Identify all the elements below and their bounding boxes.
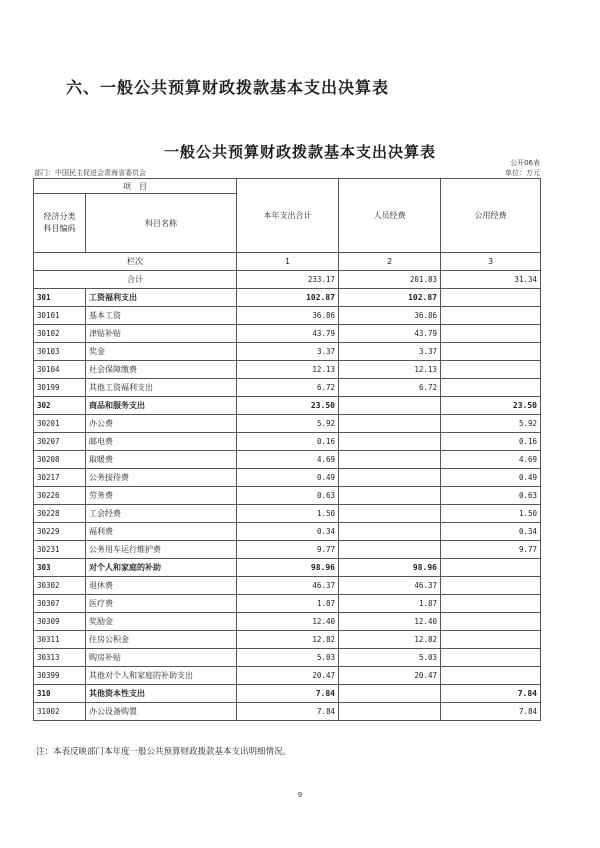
row-total: 43.79	[237, 325, 339, 343]
table-row	[34, 613, 541, 631]
footnote: 注：本表反映部门本年度一般公共预算财政拨款基本支出明细情况。	[36, 747, 292, 757]
row-total: 0.34	[237, 523, 339, 541]
row-code: 30307	[34, 595, 86, 613]
table-row	[34, 289, 541, 307]
table-row	[34, 343, 541, 361]
row-personnel: 6.72	[339, 379, 441, 397]
row-name: 购房补贴	[86, 649, 237, 667]
row-code: 30229	[34, 523, 86, 541]
row-public	[441, 631, 541, 649]
row-public: 1.50	[441, 505, 541, 523]
row-public: 0.49	[441, 469, 541, 487]
row-total: 0.63	[237, 487, 339, 505]
row-personnel: 46.37	[339, 577, 441, 595]
row-public: 0.34	[441, 523, 541, 541]
table-row	[34, 325, 541, 343]
row-public	[441, 559, 541, 577]
expenditure-table	[33, 178, 541, 721]
row-personnel	[339, 469, 441, 487]
row-name: 奖励金	[86, 613, 237, 631]
row-public: 9.77	[441, 541, 541, 559]
row-code: 30208	[34, 451, 86, 469]
row-name: 办公设备购置	[86, 703, 237, 721]
row-public	[441, 361, 541, 379]
header-item: 项 目	[34, 179, 237, 194]
row-total: 98.96	[237, 559, 339, 577]
table-row	[34, 703, 541, 721]
row-name: 工资福利支出	[86, 289, 237, 307]
row-name: 公务用车运行维护费	[86, 541, 237, 559]
row-total: 6.72	[237, 379, 339, 397]
header-personnel: 人员经费	[339, 179, 441, 253]
table-row	[34, 433, 541, 451]
row-total: 1.87	[237, 595, 339, 613]
row-personnel	[339, 523, 441, 541]
row-personnel	[339, 433, 441, 451]
department-label: 部门：中国民主促进会青海省委员会	[34, 169, 146, 177]
row-public	[441, 289, 541, 307]
unit-label: 单位：万元	[505, 169, 540, 177]
row-personnel	[339, 541, 441, 559]
page-number: 9	[297, 791, 303, 799]
row-personnel: 12.13	[339, 361, 441, 379]
row-code: 30399	[34, 667, 86, 685]
row-personnel: 20.47	[339, 667, 441, 685]
table-row	[34, 469, 541, 487]
row-code: 30228	[34, 505, 86, 523]
row-name: 商品和服务支出	[86, 397, 237, 415]
row-total: 36.86	[237, 307, 339, 325]
row-total: 3.37	[237, 343, 339, 361]
row-public: 7.84	[441, 703, 541, 721]
col-index-1: 1	[237, 253, 339, 271]
row-code: 310	[34, 685, 86, 703]
row-name: 其他工资福利支出	[86, 379, 237, 397]
row-personnel: 36.86	[339, 307, 441, 325]
row-total: 20.47	[237, 667, 339, 685]
row-total: 46.37	[237, 577, 339, 595]
row-personnel	[339, 703, 441, 721]
row-name: 取暖费	[86, 451, 237, 469]
row-total: 0.49	[237, 469, 339, 487]
row-personnel: 102.87	[339, 289, 441, 307]
row-name: 公务接待费	[86, 469, 237, 487]
row-total: 5.03	[237, 649, 339, 667]
row-total: 12.40	[237, 613, 339, 631]
row-code: 30231	[34, 541, 86, 559]
table-row	[34, 577, 541, 595]
header-econ-code: 经济分类 科目编码	[34, 194, 86, 253]
row-code: 301	[34, 289, 86, 307]
total-row-total: 233.17	[237, 271, 339, 289]
row-code: 30207	[34, 433, 86, 451]
row-total: 7.84	[237, 703, 339, 721]
row-code: 30102	[34, 325, 86, 343]
table-row	[34, 559, 541, 577]
form-code: 公开06表	[510, 159, 540, 167]
row-personnel	[339, 451, 441, 469]
row-personnel: 12.40	[339, 613, 441, 631]
row-name: 医疗费	[86, 595, 237, 613]
row-total: 23.50	[237, 397, 339, 415]
row-total: 0.16	[237, 433, 339, 451]
row-personnel: 3.37	[339, 343, 441, 361]
row-name: 退休费	[86, 577, 237, 595]
row-code: 30199	[34, 379, 86, 397]
row-total: 102.87	[237, 289, 339, 307]
row-name: 邮电费	[86, 433, 237, 451]
row-public	[441, 649, 541, 667]
row-name: 其他资本性支出	[86, 685, 237, 703]
header-subject-name: 科目名称	[86, 194, 237, 253]
table-row	[34, 595, 541, 613]
row-total: 12.13	[237, 361, 339, 379]
row-personnel	[339, 487, 441, 505]
row-public: 23.50	[441, 397, 541, 415]
row-public: 0.16	[441, 433, 541, 451]
table-row	[34, 649, 541, 667]
row-public	[441, 343, 541, 361]
table-row	[34, 541, 541, 559]
row-public: 0.63	[441, 487, 541, 505]
row-code: 303	[34, 559, 86, 577]
row-public	[441, 325, 541, 343]
row-public	[441, 595, 541, 613]
row-total: 12.82	[237, 631, 339, 649]
table-row	[34, 523, 541, 541]
row-public: 7.84	[441, 685, 541, 703]
row-name: 津贴补贴	[86, 325, 237, 343]
row-personnel	[339, 415, 441, 433]
row-personnel: 1.87	[339, 595, 441, 613]
row-name: 社会保障缴费	[86, 361, 237, 379]
row-name: 奖金	[86, 343, 237, 361]
col-index-2: 2	[339, 253, 441, 271]
row-code: 30226	[34, 487, 86, 505]
row-public	[441, 307, 541, 325]
row-public: 5.92	[441, 415, 541, 433]
row-code: 30104	[34, 361, 86, 379]
table-row	[34, 487, 541, 505]
row-code: 30101	[34, 307, 86, 325]
row-public	[441, 577, 541, 595]
row-public	[441, 667, 541, 685]
row-code: 30311	[34, 631, 86, 649]
row-public	[441, 379, 541, 397]
table-title: 一般公共预算财政拨款基本支出决算表	[163, 143, 436, 161]
table-row	[34, 379, 541, 397]
table-row	[34, 397, 541, 415]
table-row	[34, 667, 541, 685]
row-personnel: 98.96	[339, 559, 441, 577]
row-personnel: 12.82	[339, 631, 441, 649]
table-row	[34, 307, 541, 325]
row-personnel	[339, 505, 441, 523]
total-row-public: 31.34	[441, 271, 541, 289]
row-name: 对个人和家庭的补助	[86, 559, 237, 577]
row-total: 5.92	[237, 415, 339, 433]
row-name: 劳务费	[86, 487, 237, 505]
row-code: 302	[34, 397, 86, 415]
col-index-3: 3	[441, 253, 541, 271]
row-total: 1.50	[237, 505, 339, 523]
row-name: 住房公积金	[86, 631, 237, 649]
row-total: 9.77	[237, 541, 339, 559]
header-public: 公用经费	[441, 179, 541, 253]
table-row	[34, 451, 541, 469]
row-name: 其他对个人和家庭的补助支出	[86, 667, 237, 685]
row-code: 31002	[34, 703, 86, 721]
row-public	[441, 613, 541, 631]
row-code: 30313	[34, 649, 86, 667]
header-total: 本年支出合计	[237, 179, 339, 253]
section-title: 六、一般公共预算财政拨款基本支出决算表	[66, 78, 390, 97]
row-public: 4.69	[441, 451, 541, 469]
table-row	[34, 685, 541, 703]
total-row-label: 合计	[34, 271, 237, 289]
row-code: 30201	[34, 415, 86, 433]
table-row	[34, 361, 541, 379]
row-personnel: 43.79	[339, 325, 441, 343]
row-name: 办公费	[86, 415, 237, 433]
row-code: 30103	[34, 343, 86, 361]
row-total: 4.69	[237, 451, 339, 469]
table-row	[34, 631, 541, 649]
total-row-personnel: 201.83	[339, 271, 441, 289]
table-row	[34, 415, 541, 433]
row-name: 福利费	[86, 523, 237, 541]
row-personnel	[339, 397, 441, 415]
row-personnel	[339, 685, 441, 703]
row-code: 30217	[34, 469, 86, 487]
col-index-label: 栏次	[34, 253, 237, 271]
table-row	[34, 505, 541, 523]
row-total: 7.84	[237, 685, 339, 703]
row-code: 30302	[34, 577, 86, 595]
row-personnel: 5.03	[339, 649, 441, 667]
row-name: 基本工资	[86, 307, 237, 325]
row-name: 工会经费	[86, 505, 237, 523]
row-code: 30309	[34, 613, 86, 631]
